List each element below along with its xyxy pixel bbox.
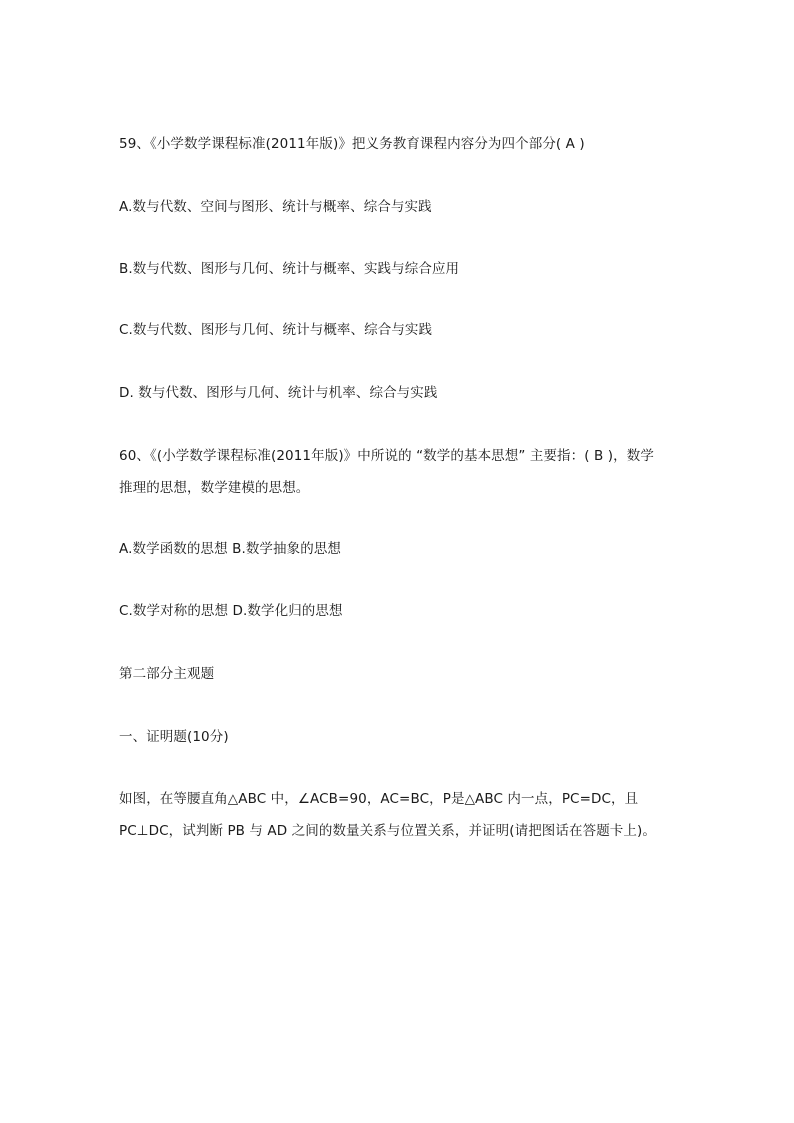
part-two-heading: 第二部分主观题 <box>119 666 215 682</box>
question-60-stem-line2: 推理的思想，数学建模的思想。 <box>119 480 310 496</box>
proof-question-line1: 如图，在等腰直角△ABC 中，∠ACB=90，AC=BC，P是△ABC 内一点，PC=DC，且 <box>119 791 639 807</box>
question-59-option-a: A.数与代数、空间与图形、统计与概率、综合与实践 <box>119 199 432 215</box>
question-59-option-b: B.数与代数、图形与几何、统计与概率、实践与综合应用 <box>119 261 460 277</box>
question-59-option-d: D. 数与代数、图形与几何、统计与机率、综合与实践 <box>119 385 438 401</box>
question-59-option-c: C.数与代数、图形与几何、统计与概率、综合与实践 <box>119 322 433 338</box>
proof-question-line2: PC⊥DC，试判断 PB 与 AD 之间的数量关系与位置关系，并证明(请把图话在答题卡上)。 <box>119 823 656 839</box>
question-60-stem-line1: 60、《(小学数学课程标准(2011年版)》中所说的 “数学的基本思想” 主要指：( B )，数学 <box>119 448 654 464</box>
proof-section-heading: 一、证明题(10分) <box>119 729 229 745</box>
question-60-options-cd: C.数学对称的思想 D.数学化归的思想 <box>119 603 343 619</box>
question-60-options-ab: A.数学函数的思想 B.数学抽象的思想 <box>119 541 342 557</box>
question-59-stem: 59、《小学数学课程标准(2011年版)》把义务教育课程内容分为四个部分( A ) <box>119 136 585 152</box>
